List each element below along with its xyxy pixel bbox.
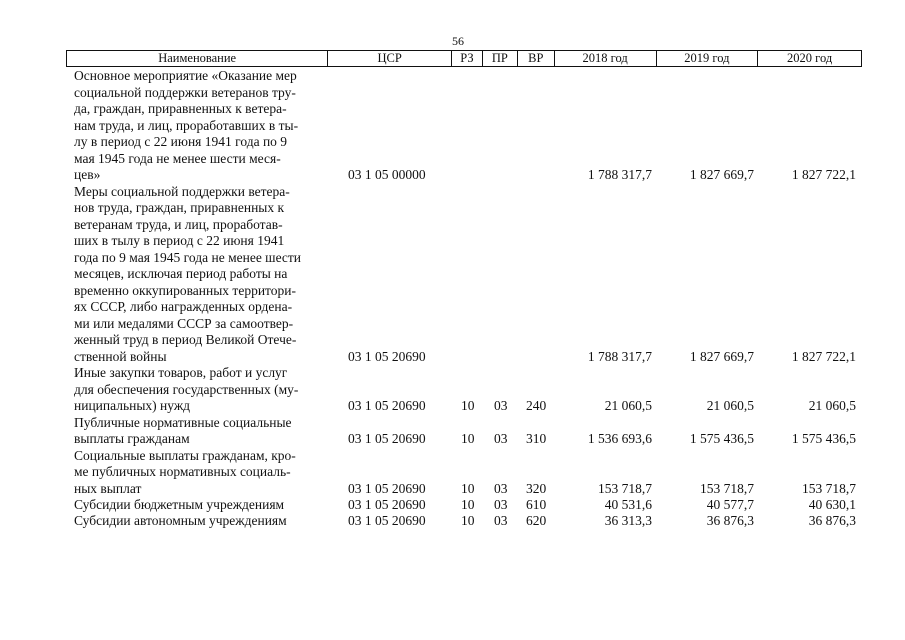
cell-2018: 1 788 317,7 bbox=[587, 348, 652, 364]
row-name-line: года по 9 мая 1945 года не менее шести bbox=[74, 249, 302, 265]
cell-vr: 620 bbox=[526, 512, 547, 528]
row-name-line: Иные закупки товаров, работ и услуг bbox=[74, 365, 288, 380]
cell-vr: 310 bbox=[526, 431, 547, 446]
row-name-line: ниципальных) нужд bbox=[74, 398, 191, 413]
cell-vr: 320 bbox=[526, 480, 547, 496]
row-name-line: мая 1945 года не менее шести меся- bbox=[74, 150, 281, 166]
cell-csr: 03 1 05 00000 bbox=[348, 167, 426, 182]
row-name-line: ших в тылу в период с 22 июня 1941 bbox=[74, 233, 285, 248]
header-2019: 2019 год bbox=[657, 51, 759, 66]
row-name-line: Публичные нормативные социальные bbox=[74, 414, 292, 430]
table-body bbox=[74, 68, 864, 528]
row-name-line: лу в период с 22 июня 1941 года по 9 bbox=[74, 134, 288, 149]
cell-pr: 03 bbox=[494, 512, 508, 528]
cell-2018: 21 060,5 bbox=[604, 398, 652, 413]
row-name-line: для обеспечения государственных (му- bbox=[74, 381, 299, 397]
cell-2020: 40 630,1 bbox=[808, 497, 856, 512]
cell-vr: 610 bbox=[526, 497, 547, 512]
cell-pr: 03 bbox=[494, 398, 508, 413]
row-name bbox=[74, 68, 332, 184]
row-name bbox=[74, 415, 332, 448]
cell-2020: 1 827 722,1 bbox=[791, 167, 856, 182]
table-row bbox=[74, 448, 864, 498]
cell-2020: 153 718,7 bbox=[802, 480, 856, 496]
header-rz: РЗ bbox=[452, 51, 483, 66]
row-name bbox=[74, 448, 332, 498]
cell-2019: 153 718,7 bbox=[700, 480, 754, 496]
header-2020: 2020 год bbox=[787, 51, 833, 65]
cell-pr: 03 bbox=[494, 431, 508, 446]
cell-2018: 1 536 693,6 bbox=[587, 431, 652, 446]
cell-2020: 1 827 722,1 bbox=[791, 348, 856, 364]
cell-2019: 21 060,5 bbox=[706, 398, 754, 413]
table-row bbox=[74, 365, 864, 415]
row-name-line: социальной поддержки ветеранов тру- bbox=[74, 84, 296, 100]
page-number: 56 bbox=[452, 34, 464, 48]
cell-2018: 40 531,6 bbox=[604, 497, 652, 512]
cell-csr: 03 1 05 20690 bbox=[348, 431, 426, 446]
row-name-line: временно оккупированных территори- bbox=[74, 282, 296, 298]
row-name-line: выплаты гражданам bbox=[74, 431, 190, 446]
header-vr: ВР bbox=[518, 51, 555, 66]
row-name-line: Меры социальной поддержки ветера- bbox=[74, 183, 290, 199]
cell-vr: 240 bbox=[526, 398, 547, 413]
row-name-line: ме публичных нормативных социаль- bbox=[74, 464, 291, 479]
table-header bbox=[66, 50, 862, 67]
cell-2019: 40 577,7 bbox=[706, 497, 754, 512]
header-name: Наименование bbox=[67, 51, 328, 66]
cell-2020: 1 575 436,5 bbox=[791, 431, 856, 446]
row-name-line: Основное мероприятие «Оказание мер bbox=[74, 68, 297, 83]
cell-2019: 1 575 436,5 bbox=[689, 431, 754, 446]
row-name-line: нов труда, граждан, приравненных к bbox=[74, 200, 285, 215]
cell-2019: 36 876,3 bbox=[706, 512, 754, 528]
row-name-line: Субсидии бюджетным учреждениям bbox=[74, 497, 285, 512]
cell-rz: 10 bbox=[461, 512, 475, 528]
cell-2018: 36 313,3 bbox=[604, 512, 652, 528]
row-name-line: Субсидии автономным учреждениям bbox=[74, 512, 287, 528]
table-row bbox=[74, 415, 864, 448]
table-row bbox=[74, 497, 864, 513]
row-name-line: цев» bbox=[74, 167, 101, 182]
header-csr: ЦСР bbox=[328, 51, 452, 66]
table-row bbox=[74, 184, 864, 366]
header-pr: ПР bbox=[483, 51, 518, 66]
cell-rz: 10 bbox=[461, 398, 475, 413]
cell-2019: 1 827 669,7 bbox=[689, 348, 754, 364]
row-name-line: ми или медалями СССР за самоотвер- bbox=[74, 315, 294, 331]
row-name-line: Социальные выплаты гражданам, кро- bbox=[74, 447, 296, 463]
cell-csr: 03 1 05 20690 bbox=[348, 348, 426, 364]
row-name-line: месяцев, исключая период работы на bbox=[74, 266, 288, 281]
row-name-line: ственной войны bbox=[74, 348, 167, 364]
cell-csr: 03 1 05 20690 bbox=[348, 398, 426, 413]
cell-csr: 03 1 05 20690 bbox=[348, 512, 426, 528]
cell-rz: 10 bbox=[461, 497, 475, 512]
cell-2018: 153 718,7 bbox=[598, 480, 652, 496]
row-name bbox=[74, 513, 332, 529]
table-row bbox=[74, 513, 864, 529]
cell-2020: 21 060,5 bbox=[808, 398, 856, 413]
cell-2019: 1 827 669,7 bbox=[689, 167, 754, 182]
row-name-line: да, граждан, приравненных к ветера- bbox=[74, 101, 287, 116]
cell-2020: 36 876,3 bbox=[808, 512, 856, 528]
cell-pr: 03 bbox=[494, 480, 508, 496]
cell-pr: 03 bbox=[494, 497, 508, 512]
cell-csr: 03 1 05 20690 bbox=[348, 497, 426, 512]
row-name-line: ях СССР, либо награжденных ордена- bbox=[74, 299, 293, 314]
row-name bbox=[74, 365, 332, 415]
table-row bbox=[74, 68, 864, 184]
row-name-line: женный труд в период Великой Отече- bbox=[74, 332, 297, 347]
cell-rz: 10 bbox=[461, 480, 475, 496]
row-name-line: ных выплат bbox=[74, 480, 142, 496]
cell-2018: 1 788 317,7 bbox=[587, 167, 652, 182]
cell-csr: 03 1 05 20690 bbox=[348, 480, 426, 496]
row-name bbox=[74, 497, 332, 513]
row-name-line: нам труда, и лиц, проработавших в ты- bbox=[74, 117, 299, 133]
header-2018: 2018 год bbox=[555, 51, 657, 66]
cell-rz: 10 bbox=[461, 431, 475, 446]
row-name bbox=[74, 184, 332, 366]
row-name-line: ветеранам труда, и лиц, проработав- bbox=[74, 216, 283, 232]
